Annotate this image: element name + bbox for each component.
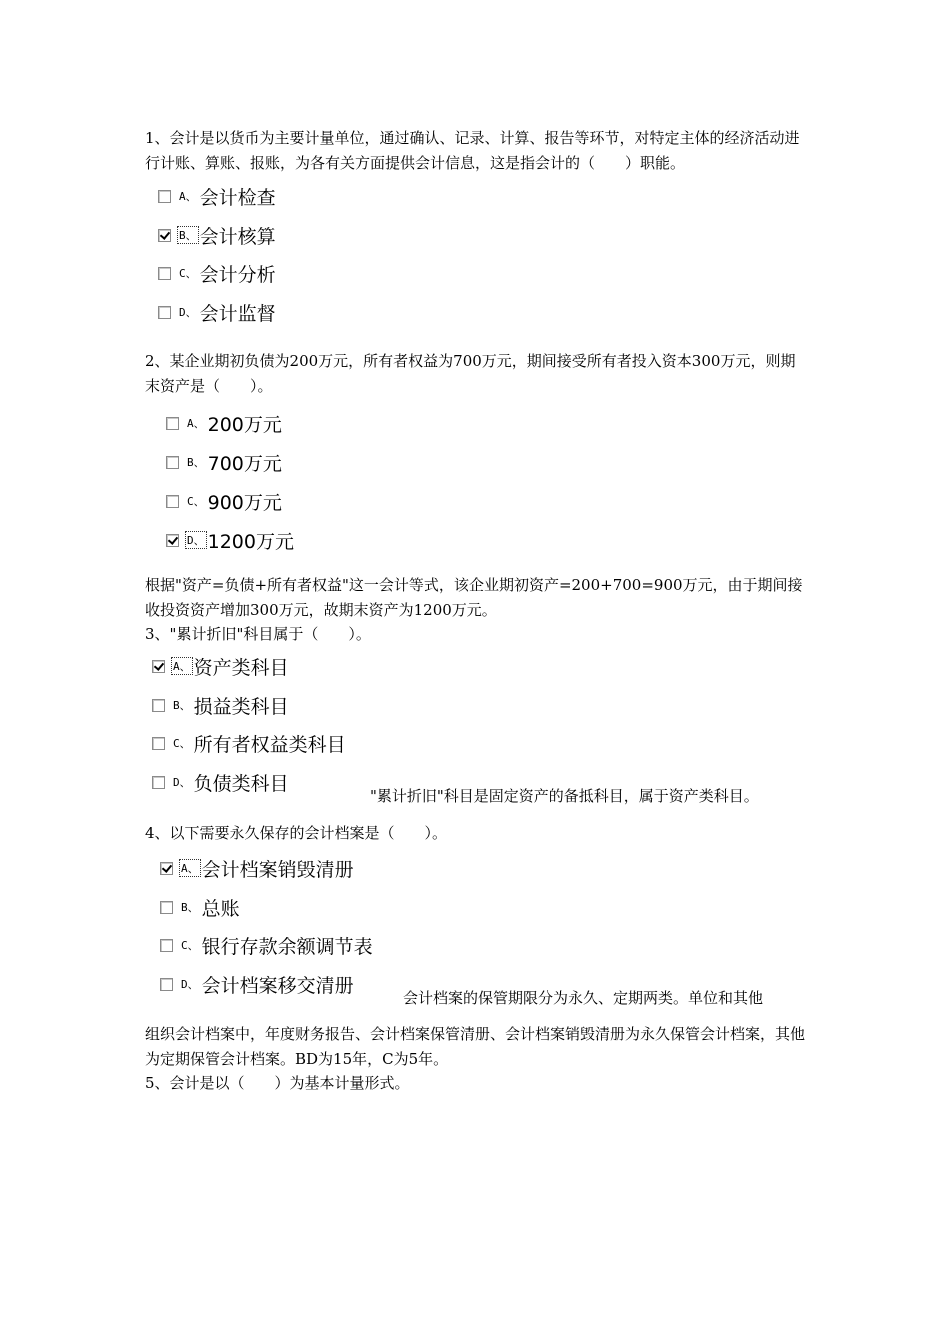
option-text: 700万元	[207, 452, 282, 475]
q1-option-c[interactable]	[158, 260, 276, 286]
option-text: 所有者权益类科目	[193, 733, 346, 756]
question-3-text: 3、"累计折旧"科目属于（ ）。	[145, 625, 371, 643]
option-text: 损益类科目	[193, 695, 289, 718]
option-letter: D、	[173, 776, 191, 789]
question-2-text: 2、某企业期初负债为200万元，所有者权益为700万元，期间接受所有者投入资本300万元，则期末资产是（ ）。	[145, 352, 796, 395]
checkbox-checked-icon[interactable]	[158, 229, 171, 242]
q2-option-a[interactable]	[166, 410, 282, 436]
q2-option-d[interactable]	[166, 527, 294, 553]
q2-option-c[interactable]	[166, 488, 282, 514]
option-text: 会计检查	[199, 186, 276, 209]
option-letter: C、	[181, 939, 199, 952]
option-letter: A、	[179, 190, 197, 203]
option-text: 会计分析	[199, 263, 276, 286]
checkbox-checked-icon[interactable]	[160, 862, 173, 875]
question-4-explanation-line1: 会计档案的保管期限分为永久、定期两类。单位和其他	[403, 989, 764, 1007]
checkbox-unchecked-icon[interactable]	[160, 901, 173, 914]
q1-option-b[interactable]	[158, 222, 276, 248]
checkbox-unchecked-icon[interactable]	[166, 495, 179, 508]
q2-option-b[interactable]	[166, 449, 282, 475]
q1-option-a[interactable]	[158, 183, 276, 209]
checkbox-unchecked-icon[interactable]	[152, 699, 165, 712]
checkbox-unchecked-icon[interactable]	[160, 939, 173, 952]
q3-option-a[interactable]	[152, 653, 289, 679]
option-text: 资产类科目	[193, 656, 289, 679]
option-letter: D、	[187, 534, 205, 547]
option-letter: A、	[173, 660, 191, 673]
option-text: 负债类科目	[193, 772, 289, 795]
q4-option-d[interactable]	[160, 971, 354, 997]
option-letter: D、	[181, 978, 199, 991]
checkbox-checked-icon[interactable]	[152, 660, 165, 673]
option-text: 会计核算	[199, 225, 276, 248]
question-4-text: 4、以下需要永久保存的会计档案是（ ）。	[145, 824, 448, 842]
option-letter: B、	[187, 456, 205, 469]
checkbox-unchecked-icon[interactable]	[166, 456, 179, 469]
question-5-text: 5、会计是以（ ）为基本计量形式。	[145, 1074, 410, 1092]
question-3-explanation: "累计折旧"科目是固定资产的备抵科目，属于资产类科目。	[370, 787, 759, 805]
checkbox-unchecked-icon[interactable]	[152, 737, 165, 750]
option-letter: C、	[187, 495, 205, 508]
q3-option-d[interactable]	[152, 769, 289, 795]
option-text: 银行存款余额调节表	[201, 935, 373, 958]
option-text: 1200万元	[207, 530, 294, 553]
checkbox-unchecked-icon[interactable]	[160, 978, 173, 991]
checkbox-unchecked-icon[interactable]	[166, 417, 179, 430]
q3-option-c[interactable]	[152, 730, 346, 756]
question-4-explanation-rest: 组织会计档案中，年度财务报告、会计档案保管清册、会计档案销毁清册为永久保管会计档案，其他为定期保管会计档案。BD为15年，C为5年。	[145, 1025, 806, 1068]
checkbox-unchecked-icon[interactable]	[152, 776, 165, 789]
q4-option-b[interactable]	[160, 894, 240, 920]
question-1-text: 1、会计是以货币为主要计量单位，通过确认、记录、计算、报告等环节，对特定主体的经济活动进行计账、算账、报账，为各有关方面提供会计信息，这是指会计的（ ）职能。	[145, 129, 800, 172]
option-letter: B、	[173, 699, 191, 712]
option-letter: B、	[179, 229, 197, 242]
q1-option-d[interactable]	[158, 299, 276, 325]
q3-option-b[interactable]	[152, 692, 289, 718]
checkbox-unchecked-icon[interactable]	[158, 306, 171, 319]
option-letter: C、	[173, 737, 191, 750]
option-letter: A、	[181, 862, 199, 875]
question-2-explanation: 根据"资产=负债+所有者权益"这一会计等式，该企业期初资产=200+700=900万元，由于期间接收投资资产增加300万元，故期末资产为1200万元。	[145, 576, 803, 619]
q4-option-a[interactable]	[160, 855, 354, 881]
option-text: 会计监督	[199, 302, 276, 325]
option-text: 200万元	[207, 413, 282, 436]
option-text: 900万元	[207, 491, 282, 514]
q4-option-c[interactable]	[160, 932, 373, 958]
checkbox-unchecked-icon[interactable]	[158, 190, 171, 203]
checkbox-checked-icon[interactable]	[166, 534, 179, 547]
option-text: 会计档案销毁清册	[201, 858, 354, 881]
option-letter: C、	[179, 267, 197, 280]
option-letter: B、	[181, 901, 199, 914]
option-text: 会计档案移交清册	[201, 974, 354, 997]
checkbox-unchecked-icon[interactable]	[158, 267, 171, 280]
option-text: 总账	[201, 897, 240, 920]
option-letter: D、	[179, 306, 197, 319]
option-letter: A、	[187, 417, 205, 430]
